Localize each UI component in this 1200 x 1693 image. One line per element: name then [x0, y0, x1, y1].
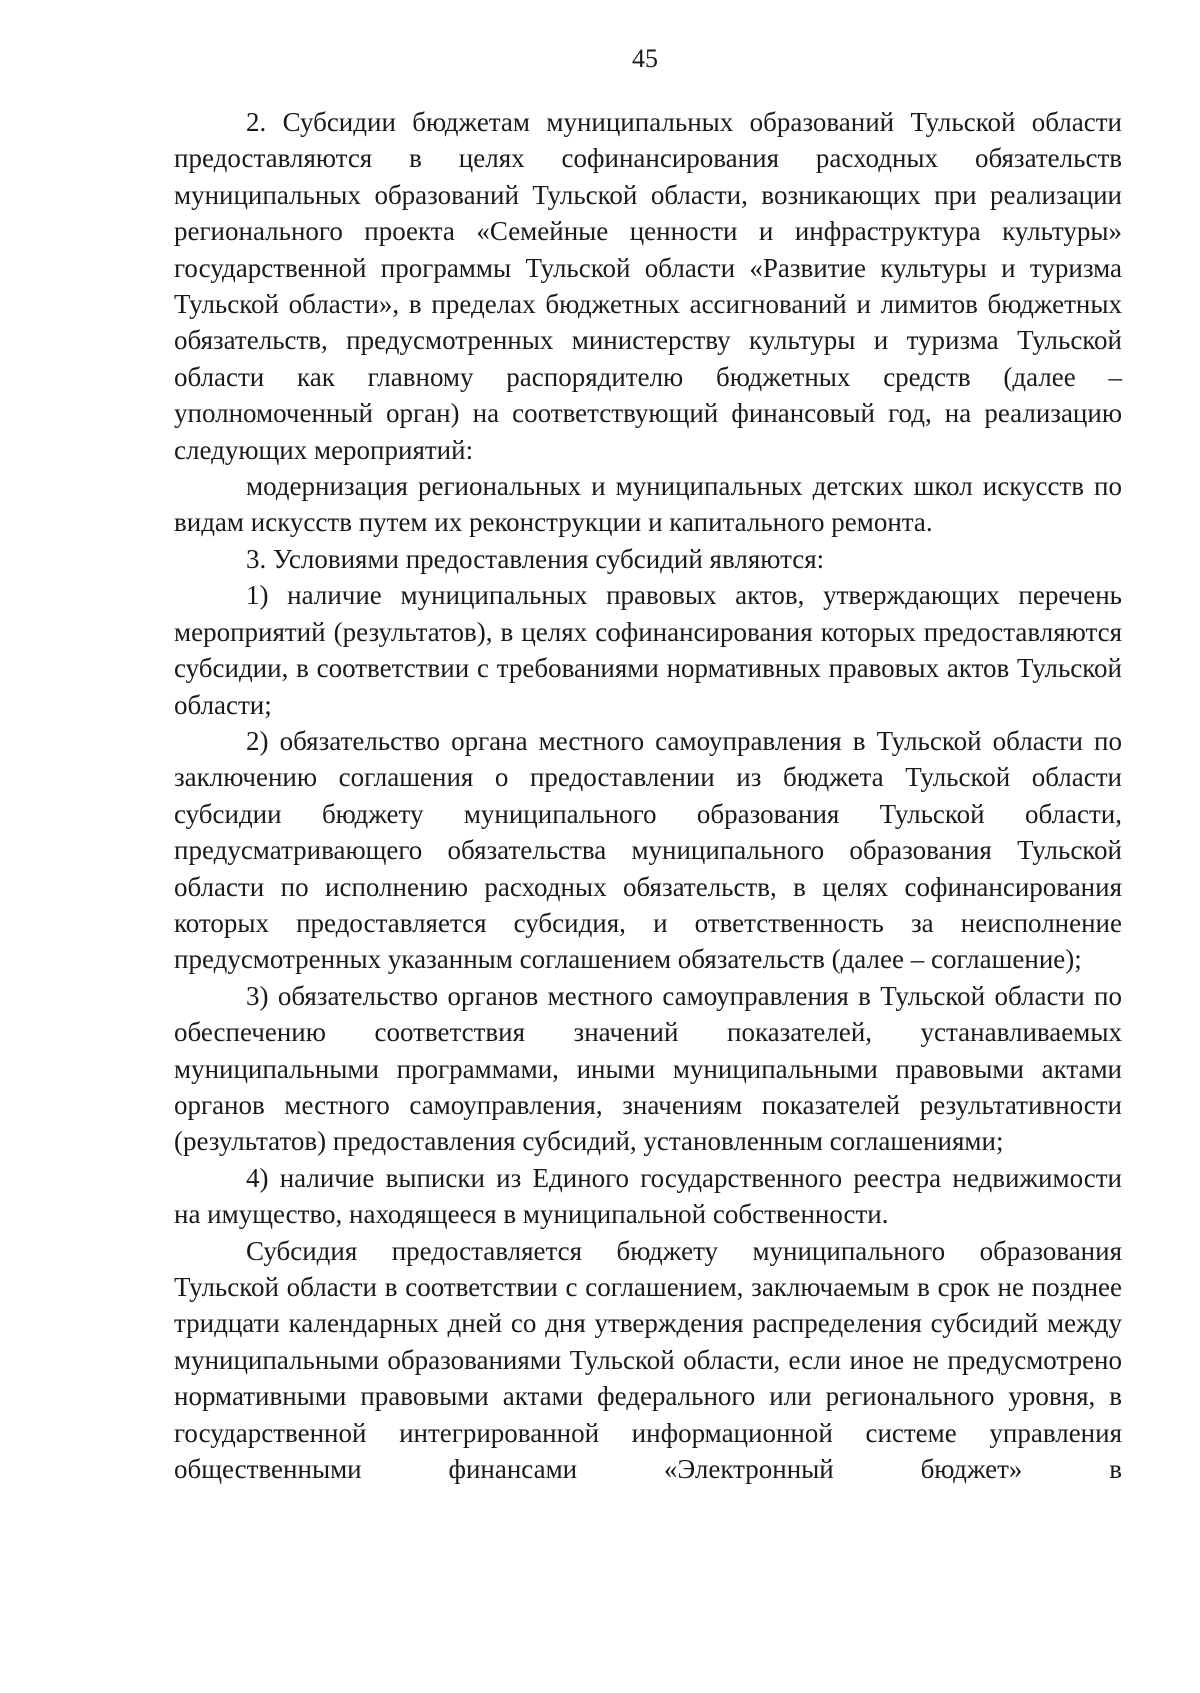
paragraph-condition-4: 4) наличие выписки из Единого государственного реестра недвижимости на имущество, находящееся в муниципальной собственности.	[174, 1162, 1122, 1230]
paragraph-condition-1: 1) наличие муниципальных правовых актов, утверждающих перечень мероприятий (результатов), в целях софинансирования которых предоставляются субсидии, в соответствии с требованиями нормативных правовых актов Тульской области;	[174, 580, 1122, 720]
paragraph-modernization-activity: модернизация региональных и муниципальных детских школ искусств по видам искусств путем их реконструкции и капитального ремонта.	[174, 471, 1122, 538]
paragraph-subsidy-purpose: 2. Субсидии бюджетам муниципальных образований Тульской области предоставляются в целях софинансирования расходных обязательств муниципальных образований Тульской области, возникающих при реализации регионального проекта «Семейные ценности и инфраструктура культуры» государственной программы Тульской области «Развитие культуры и туризма Тульской области», в пределах бюджетных ассигнований и лимитов бюджетных обязательств, предусмотренных министерству культуры и туризма Тульской области как главному распорядителю бюджетных средств (далее – уполномоченный орган) на соответствующий финансовый год, на реализацию следующих мероприятий:	[174, 107, 1122, 465]
paragraph-condition-3: 3) обязательство органов местного самоуправления в Тульской области по обеспечению соответствия значений показателей, устанавливаемых муниципальными программами, иными муниципальными правовыми актами органов местного самоуправления, значениям показателей результативности (результатов) предоставления субсидий, установленным соглашениями;	[174, 980, 1122, 1157]
document-body	[174, 104, 1122, 1487]
paragraph-agreement-terms: Субсидия предоставляется бюджету муниципального образования Тульской области в соответствии с соглашением, заключаемым в срок не позднее тридцати календарных дней со дня утверждения распределения субсидий между муниципальными образованиями Тульской области, если иное не предусмотрено нормативными правовыми актами федерального или регионального уровня, в государственной интегрированной информационной системе управления общественными финансами «Электронный бюджет» в	[174, 1235, 1122, 1485]
page-number: 45	[632, 44, 658, 73]
paragraph-condition-2: 2) обязательство органа местного самоуправления в Тульской области по заключению соглашения о предоставлении из бюджета Тульской области субсидии бюджету муниципального образования Тульской области, предусматривающего обязательства муниципального образования Тульской области по исполнению расходных обязательств, в целях софинансирования которых предоставляется субсидия, и ответственность за неисполнение предусмотренных указанным соглашением обязательств (далее – соглашение);	[174, 725, 1122, 975]
paragraph-conditions-heading: 3. Условиями предоставления субсидий являются:	[246, 543, 825, 574]
